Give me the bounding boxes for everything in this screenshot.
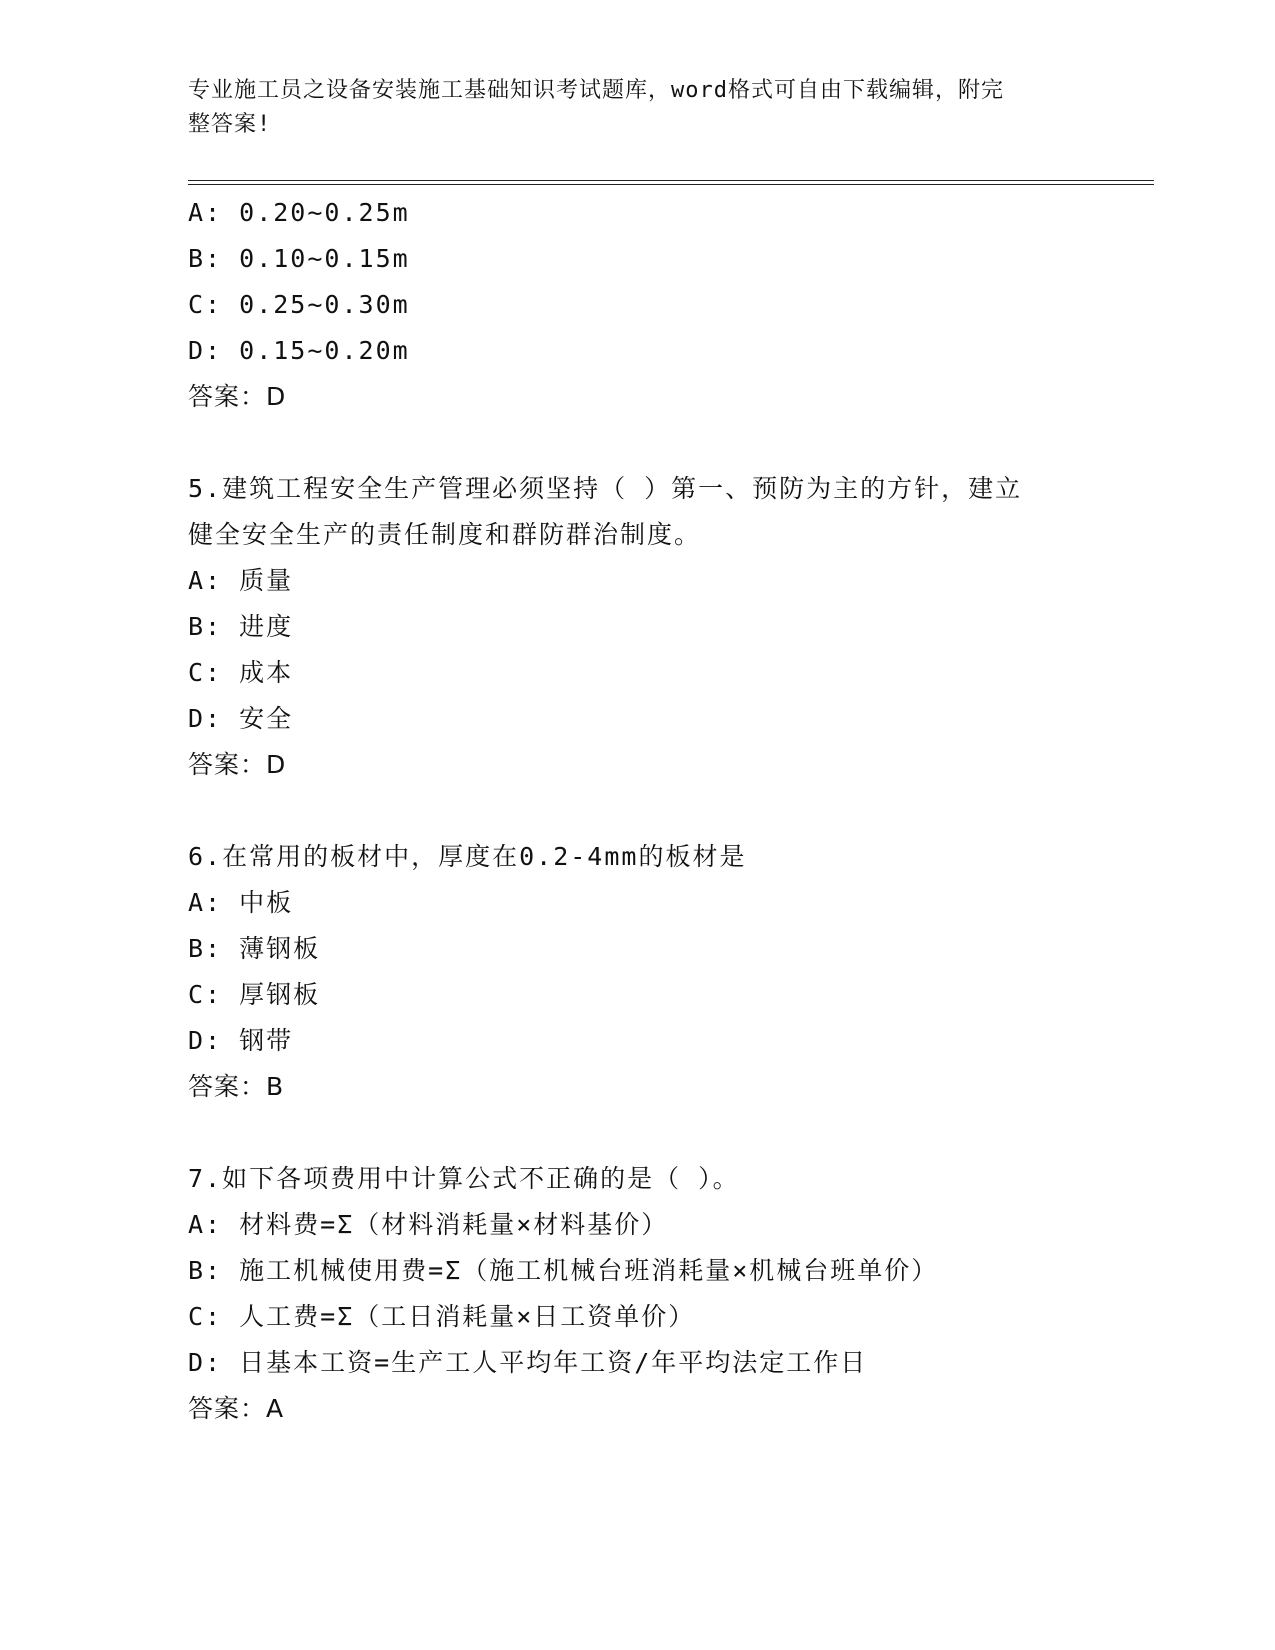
answer-line: 答案：A <box>188 1394 285 1423</box>
question-text-line-2: 健全安全生产的责任制度和群防群治制度。 <box>188 520 702 549</box>
question-6-block <box>188 834 1148 1110</box>
option-a: A: 质量 <box>188 566 294 595</box>
option-b: B: 薄钢板 <box>188 934 321 963</box>
option-c: C: 成本 <box>188 658 294 687</box>
option-b: B: 进度 <box>188 612 294 641</box>
question-text-line-1: 5.建筑工程安全生产管理必须坚持（ ）第一、预防为主的方针，建立 <box>188 474 1023 503</box>
option-c: C: 厚钢板 <box>188 980 321 1009</box>
option-b: B: 0.10~0.15m <box>188 244 410 273</box>
option-d: D: 日基本工资=生产工人平均年工资/年平均法定工作日 <box>188 1348 868 1377</box>
question-7-block <box>188 1156 1148 1432</box>
spacer <box>188 420 1148 466</box>
spacer <box>188 1110 1148 1156</box>
answer-line: 答案：B <box>188 1072 285 1101</box>
option-d: D: 0.15~0.20m <box>188 336 410 365</box>
previous-question-block <box>188 190 1148 420</box>
option-a: A: 材料费=Σ（材料消耗量×材料基价） <box>188 1210 669 1239</box>
option-d: D: 钢带 <box>188 1026 294 1055</box>
question-5-block <box>188 466 1148 788</box>
document-header <box>188 74 1068 142</box>
question-content <box>188 190 1148 1432</box>
option-c: C: 0.25~0.30m <box>188 290 410 319</box>
option-c: C: 人工费=Σ（工日消耗量×日工资单价） <box>188 1302 696 1331</box>
option-a: A: 中板 <box>188 888 294 917</box>
question-text-line-1: 7.如下各项费用中计算公式不正确的是（ ）。 <box>188 1164 740 1193</box>
option-a: A: 0.20~0.25m <box>188 198 410 227</box>
header-title-line-1: 专业施工员之设备安装施工基础知识考试题库，word格式可自由下载编辑，附完 <box>188 78 1004 103</box>
header-title-line-2: 整答案! <box>188 112 272 137</box>
header-divider <box>188 180 1154 185</box>
option-b: B: 施工机械使用费=Σ（施工机械台班消耗量×机械台班单价） <box>188 1256 939 1285</box>
answer-line: 答案：D <box>188 750 287 779</box>
answer-line: 答案：D <box>188 382 287 411</box>
question-text-line-1: 6.在常用的板材中，厚度在0.2-4mm的板材是 <box>188 842 747 871</box>
option-d: D: 安全 <box>188 704 294 733</box>
spacer <box>188 788 1148 834</box>
